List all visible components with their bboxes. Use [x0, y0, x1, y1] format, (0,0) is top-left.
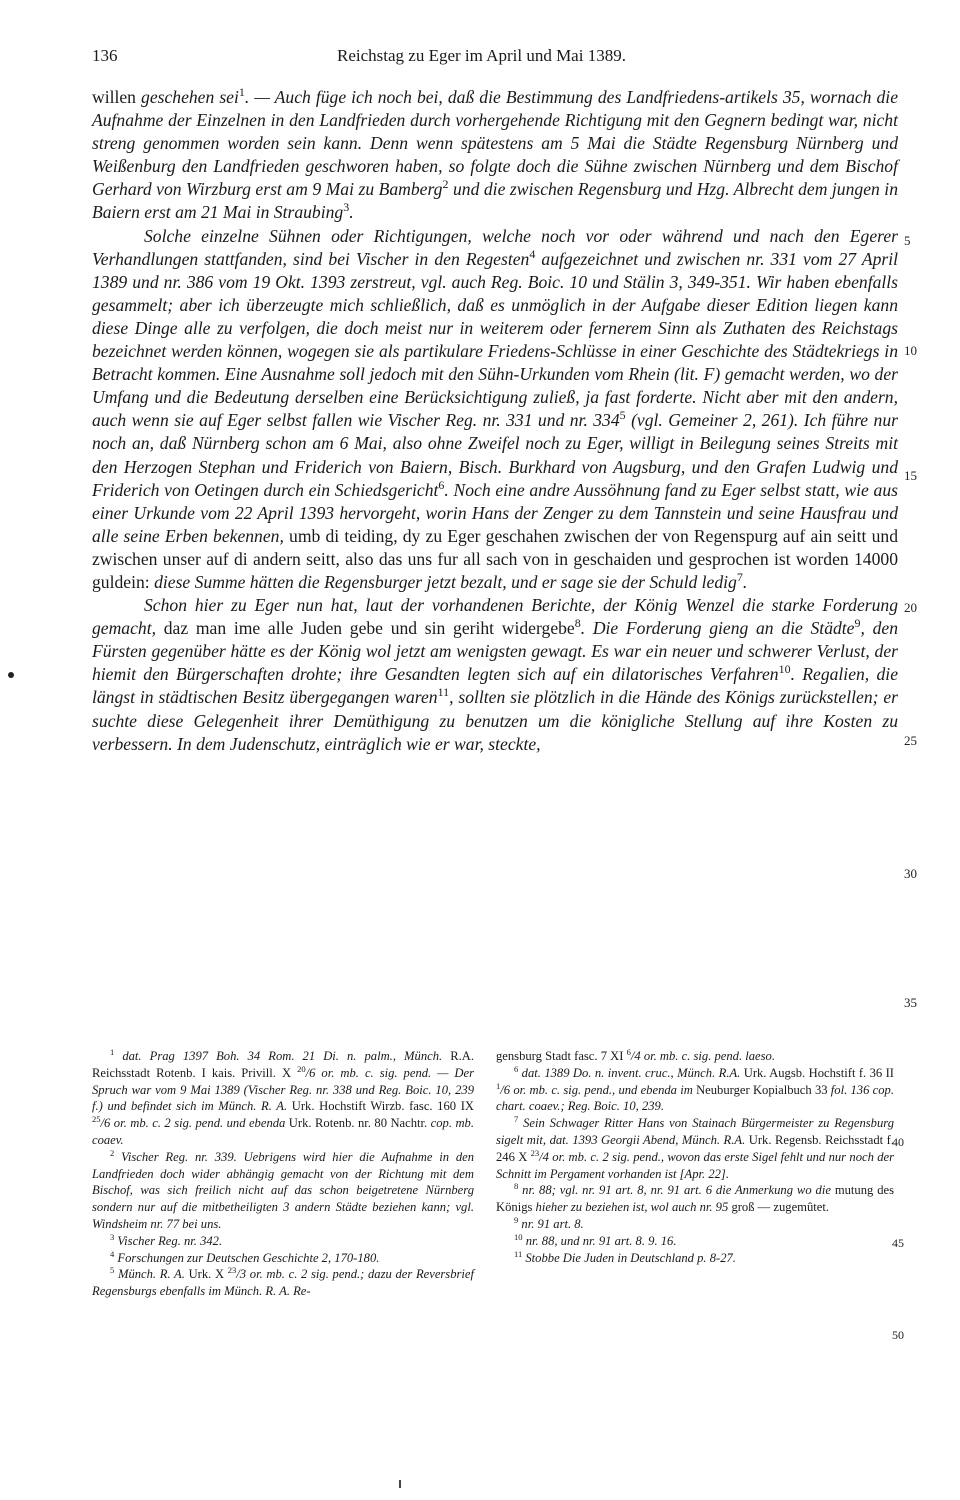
text-run: nr. 88; vgl. nr. 91 art. 8, nr. 91 art. 6 die Anmerkung wo die	[518, 1183, 835, 1198]
text-run: Forschungen zur Deutschen Geschichte 2, 170-180.	[114, 1250, 380, 1265]
text-run: gensburg Stadt fasc. 7 XI	[496, 1049, 627, 1063]
footnote	[496, 1250, 894, 1267]
footnote-marker: 7	[514, 1114, 519, 1124]
text-run: /6 or. mb. c. 2 sig. pend. und ebenda	[100, 1116, 289, 1131]
footnote-marker: 9	[514, 1214, 519, 1225]
footnote-marker: 11	[514, 1248, 523, 1259]
line-number: 45	[892, 1236, 904, 1250]
footnote-marker: 1	[238, 85, 245, 100]
text-run: dat. 1389 Do. n. invent. cruc., Münch. R.A.	[518, 1065, 744, 1080]
running-title: Reichstag zu Eger im April und Mai 1389.	[337, 46, 626, 65]
text-run: /3 or. mb. c. 2 sig. pend.; dazu der Reversbrief Regensburgs ebenfalls im Münch. R. A. Re-	[92, 1267, 474, 1299]
footnote-marker: 3	[343, 200, 350, 215]
footnote	[92, 1266, 474, 1300]
footnote-marker: 10	[778, 662, 791, 677]
text-run: , den Fürsten gegenüber hätte es der König wol jetzt am wenigsten gewagt. Es war ein neuer und schwerer Verlust, der hiemit den Bürgerschaften drohte; ihre Gesandten legten sich auf ein dilatorisches Verfahren	[92, 618, 898, 685]
text-run: .	[742, 571, 748, 592]
text-run: Urk. Rotenb. nr. 80 Nachtr.	[288, 1116, 428, 1131]
footnote	[92, 1048, 474, 1149]
text-run: , sollten sie plötzlich in die Hände des Königs zurückstellen; er suchte diese Gelegenheit ihrer Demüthigung zu benutzen um die königliche Stellung auf ihre Kosten zu verbessern. In dem Judenschutz, einträglich wie er war, steckte,	[92, 687, 898, 754]
footnote-marker: 23	[227, 1265, 237, 1276]
text-run: und die zwischen Regensburg und Hzg. Albrecht dem jungen in Baiern erst am 21 Mai in Straubing	[92, 179, 898, 223]
footnote-marker: 23	[530, 1147, 540, 1158]
line-number: 50	[892, 1328, 904, 1342]
text-run: . — Auch füge ich noch bei, daß die Bestimmung des Landfriedens-artikels 35, wornach die Aufnahme der Einzelnen in den Landfrieden durch vorhergehende Richtigung mit den Gegnern bedingt war, nicht streng genommen worden sein kann. Denn wenn spätestens am 5 Mai die Städte Regensburg Nürnberg und Weißenburg den Landfrieden geschworen haben, so folgte doch die Sühne zwischen Nürnberg und dem Bischof Gerhard von Wirzburg erst am 9 Mai zu Bamberg	[92, 87, 898, 200]
footnote-marker: 25	[92, 1114, 101, 1124]
margin-dot	[8, 672, 14, 678]
line-number: 30	[904, 866, 917, 881]
footnote-marker: 8	[574, 616, 581, 631]
text-run: Vischer Reg. nr. 339. Uebrigens wird hier die Aufnahme in den Landfrieden doch wider abhängig gemacht von der Richtung mit dem Bischof, was sich freilich nicht auf das schon beigetretene Nürnberg sondern nur auf die mitbetheiligten 3 andern Städte beziehen kann; vgl. Windsheim nr. 77 bei uns.	[92, 1149, 474, 1231]
footnote	[496, 1115, 894, 1182]
main-text	[92, 86, 898, 756]
text-run: nr. 91 art. 8.	[518, 1216, 584, 1231]
text-run: umb di teiding, dy zu Eger geschahen zwischen der von Regenspurg auf ain seitt und zwischen unser auf di andern seitt, also das uns fur all sach von in geschaiden und gesprochen ist worden 14000 guldein:	[92, 525, 898, 592]
text-run: Münch. R. A.	[114, 1267, 189, 1282]
footnote-marker: 7	[736, 570, 743, 585]
text-run: /4 or. mb. c. sig. pend. laeso.	[630, 1049, 775, 1063]
text-run: dat. Prag 1397 Boh. 34 Rom. 21 Di. n. palm., Münch.	[114, 1049, 451, 1063]
text-run: daz man ime alle Juden gebe und sin geriht widergebe	[163, 618, 575, 639]
footnote	[92, 1149, 474, 1233]
footnote-marker: 4	[110, 1248, 115, 1259]
text-run: Urk. Regensb. Reichsstadt f. 246 X	[496, 1132, 894, 1164]
text-run: /4 or. mb. c. 2 sig. pend., wovon das erste Sigel fehlt und nur noch der Schnitt im Pergament vorhanden ist [Apr. 22].	[496, 1149, 894, 1181]
footnote-marker: 10	[514, 1231, 523, 1242]
text-run: . Regalien, die längst in städtischen Besitz übergegangen waren	[92, 664, 899, 708]
footnote-marker: 1	[496, 1080, 501, 1091]
paragraph	[92, 225, 898, 595]
text-run: cop. mb. coaev.	[92, 1116, 474, 1147]
line-number: 35	[904, 995, 917, 1010]
text-run: Urk. Augsb. Hochstift f. 36 II	[743, 1065, 894, 1080]
line-number: 40	[892, 1135, 904, 1149]
line-number: 5	[904, 233, 911, 248]
footnotes-left-column	[92, 1048, 474, 1300]
footnote-marker: 6	[626, 1046, 631, 1057]
text-run: R.A. Reichsstadt Rotenb. I kais. Privill. X	[92, 1049, 474, 1080]
text-run: mutung des Königs	[496, 1183, 895, 1215]
footnote-marker: 1	[110, 1046, 115, 1057]
footnote-marker: 4	[529, 246, 536, 261]
footnote	[496, 1182, 894, 1216]
footnote-marker: 9	[854, 616, 861, 631]
footnote	[496, 1048, 894, 1065]
text-run: . Die Forderung gieng an die Städte	[580, 618, 855, 639]
text-run: hieher zu beziehen ist, wol auch nr. 95	[532, 1200, 732, 1215]
text-run: Sein Schwager Ritter Hans von Stainach Bürgermeister zu Regensburg sigelt mit, dat. 1393 Georgii Abend, Münch. R.A.	[496, 1116, 894, 1147]
footnote	[496, 1065, 894, 1115]
footnote-marker: 20	[297, 1063, 306, 1074]
line-number: 25	[904, 733, 917, 748]
footnote-marker: 5	[110, 1265, 115, 1276]
footnote-marker: 2	[110, 1147, 115, 1158]
footnotes-right-column	[496, 1048, 894, 1266]
line-number: 20	[904, 600, 917, 615]
footnote-marker: 2	[442, 177, 449, 192]
footnote-marker: 11	[437, 685, 450, 700]
text-run: /6 or. mb. c. sig. pend. — Der Spruch war vom 9 Mai 1389 (Vischer Reg. nr. 338 und Reg. Boic. 10, 239 f.) und befindet sich im Münch. R. A.	[92, 1065, 475, 1114]
text-run: nr. 88, und nr. 91 art. 8. 9. 16.	[522, 1233, 677, 1248]
footnote-marker: 8	[514, 1181, 519, 1192]
text-run: willen	[92, 87, 142, 107]
footnote	[92, 1250, 474, 1267]
text-run: aufgezeichnet und zwischen nr. 331 vom 27 April 1389 und nr. 386 vom 19 Okt. 1393 zerstreut, vgl. auch Reg. Boic. 10 und Stälin 3, 349-351. Wir haben ebenfalls gesammelt; aber ich überzeugte mich schließlich, daß es unmöglich in der Aufgabe dieser Edition liegen kann diese Dinge alle zu verfolgen, die doch meist nur in weiterem oder fernerem Sinn als Zuthaten des Reichstags bezeichnet werden können, wogegen sie als partikulare Friedens-Schlüsse in einer Geschichte des Städtekriegs in Betracht kommen. Eine Ausnahme soll jedoch mit den Sühn-Urkunden vom Rhein (lit. F) gemacht werden, wo der Umfang und die Bedeutung derselben eine Berücksichtigung zuließ, ja fast forderte. Nicht aber mit den andern, auch wenn sie auf Eger selbst fallen wie Vischer Reg. nr. 331 und nr. 334	[92, 248, 899, 431]
footnote-marker: 3	[110, 1231, 115, 1242]
text-run: Neuburger Kopialbuch 33	[696, 1082, 828, 1097]
paragraph	[92, 86, 898, 225]
text-run: Urk. Hochstift Wirzb. fasc. 160 IX	[291, 1099, 474, 1114]
text-run: fol. 136 cop. chart. coaev.; Reg. Boic. 10, 239.	[496, 1082, 894, 1114]
text-run: Stobbe Die Juden in Deutschland p. 8-27.	[522, 1250, 736, 1265]
text-run: . Noch eine andre Aussöhnung fand zu Eger selbst statt, wie aus einer Urkunde vom 22 April 1393 hervorgeht, worin Hans der Zenger zu dem Tannstein und seine Hausfrau und alle seine Erben bekennen,	[92, 479, 899, 546]
footnote	[496, 1216, 894, 1233]
paragraph	[92, 594, 898, 756]
footnote	[92, 1233, 474, 1250]
text-run: Solche einzelne Sühnen oder Richtigungen, welche noch vor oder während und nach den Egerer Verhandlungen stattfanden, sind bei Vischer in den Regesten	[92, 225, 898, 269]
footnote	[496, 1233, 894, 1250]
footnote-marker: 6	[514, 1063, 519, 1074]
page-number: 136	[92, 46, 118, 65]
text-run: (vgl. Gemeiner 2, 261). Ich führe nur noch an, daß Nürnberg schon am 6 Mai, also ohne Zweifel noch zu Eger, willigt in Beilegung seines Streits mit den Herzogen Stephan und Friderich von Baiern, Bisch. Burkhard von Augsburg, und den Grafen Ludwig und Friderich von Oetingen durch ein Schiedsgericht	[92, 410, 898, 500]
text-run: .	[349, 202, 354, 223]
footnote-marker: 6	[438, 477, 445, 492]
text-run: groß — zugemûtet.	[731, 1200, 830, 1215]
running-header	[92, 46, 892, 70]
text-run: Schon hier zu Eger nun hat, laut der vorhandenen Berichte, der König Wenzel die starke Forderung gemacht,	[92, 595, 898, 639]
text-run: diese Summe hätten die Regensburger jetzt bezalt, und er sage sie der Schuld ledig	[149, 571, 737, 592]
text-run: Urk. X	[188, 1267, 228, 1282]
text-run: Vischer Reg. nr. 342.	[114, 1233, 223, 1248]
text-run: /6 or. mb. c. sig. pend., und ebenda im	[500, 1082, 697, 1097]
line-number: 10	[904, 343, 917, 358]
text-run: geschehen sei	[141, 87, 239, 107]
line-number: 15	[904, 468, 917, 483]
bottom-tick-mark	[399, 1480, 401, 1488]
footnote-marker: 5	[619, 408, 626, 423]
